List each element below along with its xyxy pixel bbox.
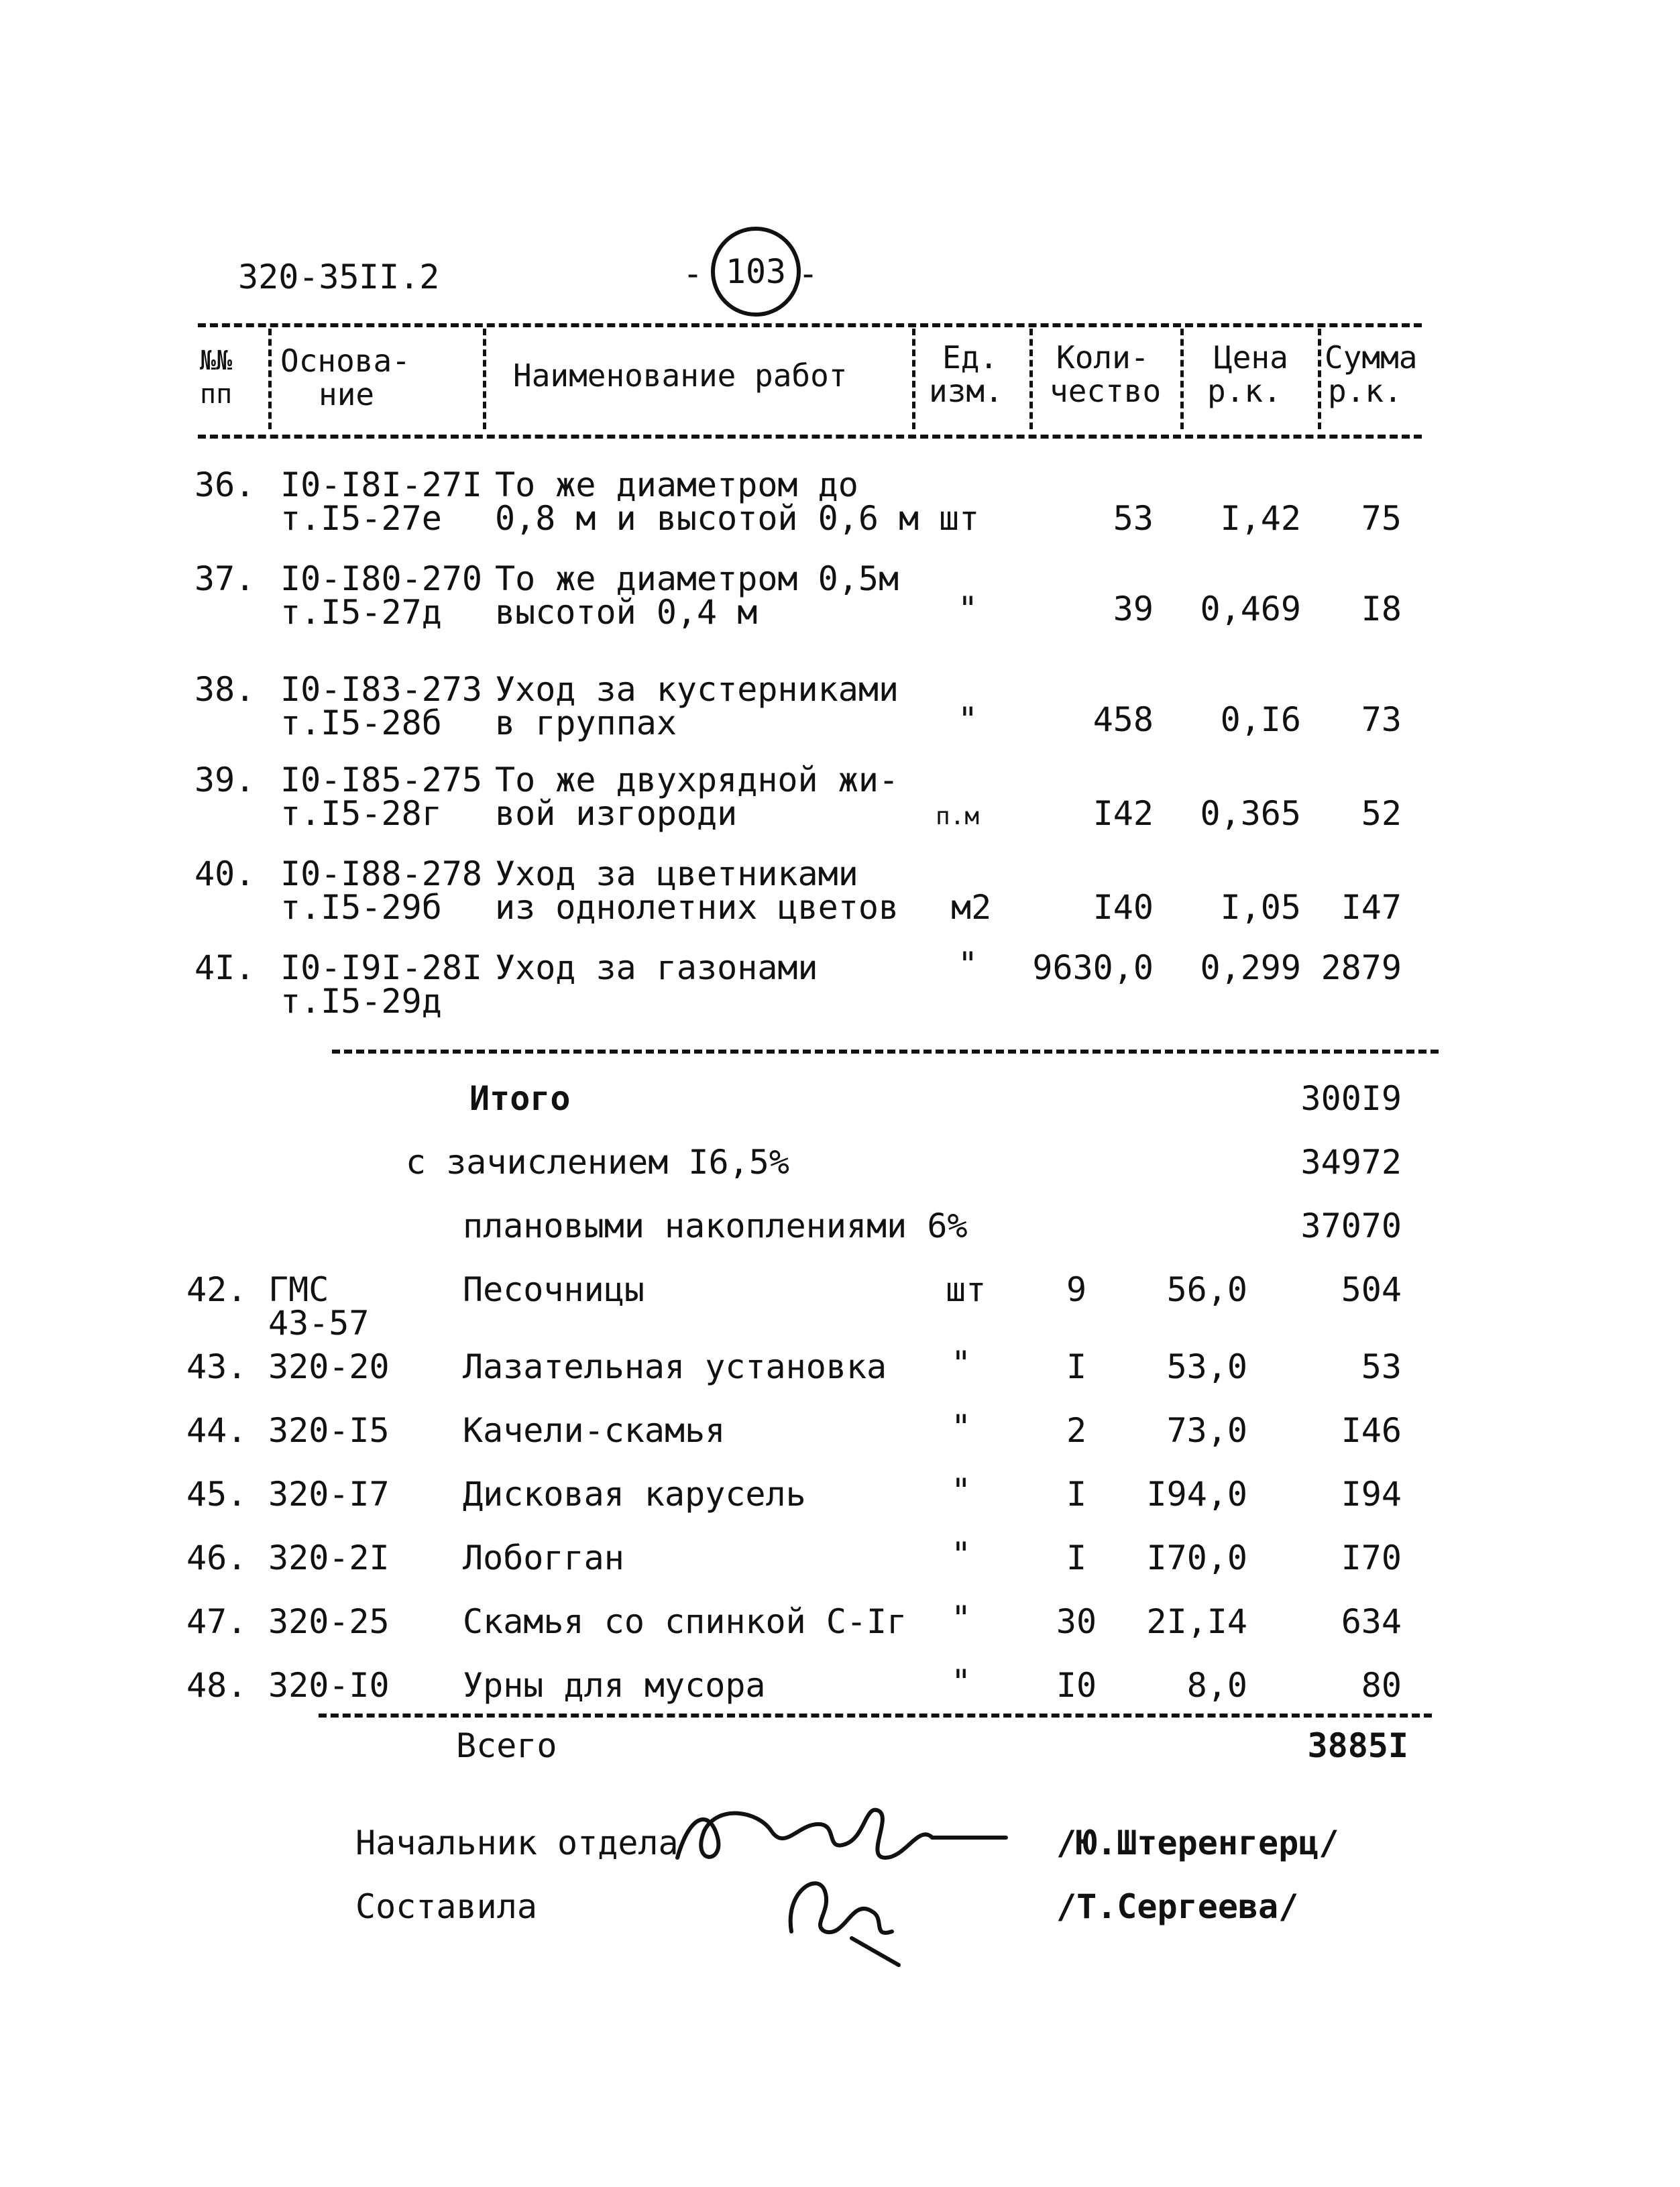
header-name: Наименование работ — [513, 357, 848, 394]
row-num: 4I. — [194, 948, 256, 987]
row-sum: I46 — [1341, 1411, 1402, 1450]
header-unit-1: Ед. — [942, 339, 999, 376]
header-basis-2: ние — [319, 376, 375, 412]
row-num: 40. — [194, 854, 256, 893]
row-price: 0,469 — [1200, 590, 1301, 628]
row-name-cont: в группах — [495, 704, 677, 742]
row-num: 37. — [194, 559, 256, 598]
row-name: То же диаметром 0,5м — [495, 559, 899, 598]
savings-label: плановыми накоплениями 6% — [463, 1207, 968, 1245]
row-name-cont: 0,8 м и высотой 0,6 м — [495, 499, 919, 538]
row-basis-table: т.I5-28г — [280, 794, 442, 833]
signature-compiler — [771, 1851, 926, 1978]
row-unit: шт — [946, 1270, 987, 1309]
row-unit: " — [951, 1535, 972, 1574]
row-basis-table: т.I5-28б — [280, 704, 442, 742]
section-rule — [332, 1050, 1439, 1054]
header-num-1: №№ — [200, 345, 233, 376]
row-name: Качели-скамья — [463, 1411, 726, 1450]
row-name: Скамья со спинкой С-Iг — [463, 1602, 907, 1641]
row-price: 0,299 — [1200, 948, 1301, 987]
row-price: 2I,I4 — [1146, 1602, 1247, 1641]
row-basis: I0-I88-278 — [280, 854, 483, 893]
row-basis: 320-I7 — [268, 1475, 390, 1514]
row-basis: I0-I85-275 — [280, 761, 483, 799]
row-qty: 458 — [1093, 700, 1154, 739]
savings-value: 37070 — [1300, 1207, 1402, 1245]
row-price: I94,0 — [1146, 1475, 1247, 1514]
signature-role-head: Начальник отдела — [355, 1824, 679, 1862]
row-name: Песочницы — [463, 1270, 645, 1309]
signature-role-compiler: Составила — [355, 1887, 537, 1926]
row-sum: 504 — [1341, 1270, 1402, 1309]
grand-total-label: Всего — [456, 1726, 557, 1765]
row-sum: I70 — [1341, 1538, 1402, 1577]
row-num: 39. — [194, 761, 256, 799]
row-unit: шт — [939, 499, 980, 538]
row-name: Лазательная установка — [463, 1347, 887, 1386]
row-basis: 320-2I — [268, 1538, 390, 1577]
row-qty: I — [1066, 1347, 1087, 1386]
row-unit: " — [951, 1599, 972, 1638]
row-price: 8,0 — [1186, 1666, 1247, 1705]
table-top-rule — [198, 323, 1422, 327]
header-basis-1: Основа- — [280, 343, 410, 379]
row-price: 53,0 — [1166, 1347, 1247, 1386]
header-qty-1: Коли- — [1056, 339, 1150, 376]
row-name: Уход за газонами — [495, 948, 818, 987]
row-num: 47. — [186, 1602, 247, 1641]
col-separator-5 — [1180, 329, 1184, 429]
row-basis: I0-I80-270 — [280, 559, 483, 598]
row-unit: " — [951, 1344, 972, 1383]
row-qty: I0 — [1056, 1666, 1097, 1705]
header-sum-1: Сумма — [1325, 339, 1418, 376]
row-basis-series: 43-57 — [268, 1304, 370, 1343]
row-sum: 80 — [1361, 1666, 1402, 1705]
page-number: 103 — [725, 252, 787, 291]
col-separator-6 — [1318, 329, 1321, 429]
row-price: 73,0 — [1166, 1411, 1247, 1450]
row-price: I,42 — [1220, 499, 1301, 538]
row-unit: " — [951, 1471, 972, 1510]
row-qty: 30 — [1056, 1602, 1097, 1641]
row-sum: 2879 — [1321, 948, 1402, 987]
row-sum: I47 — [1341, 888, 1402, 927]
col-separator-2 — [483, 329, 486, 429]
row-basis: I0-I9I-28I — [280, 948, 483, 987]
row-name: То же диаметром до — [495, 465, 858, 504]
row-unit: м2 — [951, 888, 992, 927]
row-basis-table: т.I5-27е — [280, 499, 442, 538]
page-dash-left: - — [683, 254, 704, 293]
row-basis: 320-25 — [268, 1602, 390, 1641]
header-num-2: пп — [200, 379, 233, 410]
row-qty: I42 — [1093, 794, 1154, 833]
row-basis: ГМС — [268, 1270, 329, 1309]
col-separator-4 — [1029, 329, 1033, 429]
row-basis-table: т.I5-27д — [280, 593, 442, 632]
row-unit: " — [958, 945, 978, 984]
row-sum: 52 — [1361, 794, 1402, 833]
header-qty-2: чество — [1050, 373, 1162, 409]
row-sum: I8 — [1361, 590, 1402, 628]
row-basis-table: т.I5-29д — [280, 982, 442, 1021]
row-unit: " — [958, 590, 978, 628]
row-basis: I0-I83-273 — [280, 670, 483, 709]
row-basis: 320-I5 — [268, 1411, 390, 1450]
row-basis: 320-20 — [268, 1347, 390, 1386]
header-sum-2: р.к. — [1328, 373, 1402, 409]
page-number-circle — [711, 227, 801, 317]
row-basis-table: т.I5-29б — [280, 888, 442, 927]
row-name-cont: высотой 0,4 м — [495, 593, 758, 632]
header-price-2: р.к. — [1207, 373, 1282, 409]
grand-total-rule — [319, 1714, 1432, 1718]
total-label: Итого — [469, 1079, 571, 1118]
row-name: То же двухрядной жи- — [495, 761, 899, 799]
row-num: 48. — [186, 1666, 247, 1705]
row-basis: I0-I8I-27I — [280, 465, 483, 504]
signature-name-head: /Ю.Штеренгерц/ — [1056, 1824, 1339, 1862]
row-name: Лобогган — [463, 1538, 624, 1577]
col-separator-1 — [268, 329, 272, 429]
row-qty: 9 — [1066, 1270, 1087, 1309]
row-unit: " — [958, 700, 978, 739]
table-header-bottom-rule — [198, 435, 1422, 439]
row-qty: 9630,0 — [1032, 948, 1154, 987]
header-unit-2: изм. — [929, 373, 1003, 409]
row-unit: " — [951, 1663, 972, 1701]
total-value: 300I9 — [1300, 1079, 1402, 1118]
row-qty: I — [1066, 1475, 1087, 1514]
row-price: I,05 — [1220, 888, 1301, 927]
grand-total-value: 3885I — [1307, 1726, 1408, 1765]
document-part: II.2 — [359, 258, 440, 296]
overhead-label: с зачислением I6,5% — [406, 1143, 789, 1182]
row-unit: п.м — [936, 803, 980, 830]
document-code: 320-35 — [238, 258, 359, 296]
row-unit: " — [951, 1408, 972, 1447]
row-name: Уход за цветниками — [495, 854, 858, 893]
row-qty: I40 — [1093, 888, 1154, 927]
row-qty: 53 — [1113, 499, 1154, 538]
overhead-value: 34972 — [1300, 1143, 1402, 1182]
row-num: 44. — [186, 1411, 247, 1450]
row-sum: 73 — [1361, 700, 1402, 739]
row-name-cont: из однолетних цветов — [495, 888, 899, 927]
row-price: 56,0 — [1166, 1270, 1247, 1309]
row-num: 46. — [186, 1538, 247, 1577]
row-num: 36. — [194, 465, 256, 504]
header-price-1: Цена — [1214, 339, 1288, 376]
row-sum: 75 — [1361, 499, 1402, 538]
row-num: 42. — [186, 1270, 247, 1309]
row-num: 38. — [194, 670, 256, 709]
row-sum: 634 — [1341, 1602, 1402, 1641]
col-separator-3 — [912, 329, 915, 429]
row-price: 0,I6 — [1220, 700, 1301, 739]
row-qty: 2 — [1066, 1411, 1087, 1450]
row-price: 0,365 — [1200, 794, 1301, 833]
row-num: 43. — [186, 1347, 247, 1386]
row-num: 45. — [186, 1475, 247, 1514]
page-dash-right: - — [798, 254, 819, 293]
row-name-cont: вой изгороди — [495, 794, 738, 833]
row-basis: 320-I0 — [268, 1666, 390, 1705]
row-sum: I94 — [1341, 1475, 1402, 1514]
row-name: Урны для мусора — [463, 1666, 766, 1705]
row-qty: 39 — [1113, 590, 1154, 628]
row-price: I70,0 — [1146, 1538, 1247, 1577]
signature-name-compiler: /Т.Сергеева/ — [1056, 1887, 1299, 1926]
row-sum: 53 — [1361, 1347, 1402, 1386]
row-qty: I — [1066, 1538, 1087, 1577]
row-name: Дисковая карусель — [463, 1475, 806, 1514]
row-name: Уход за кустерниками — [495, 670, 899, 709]
